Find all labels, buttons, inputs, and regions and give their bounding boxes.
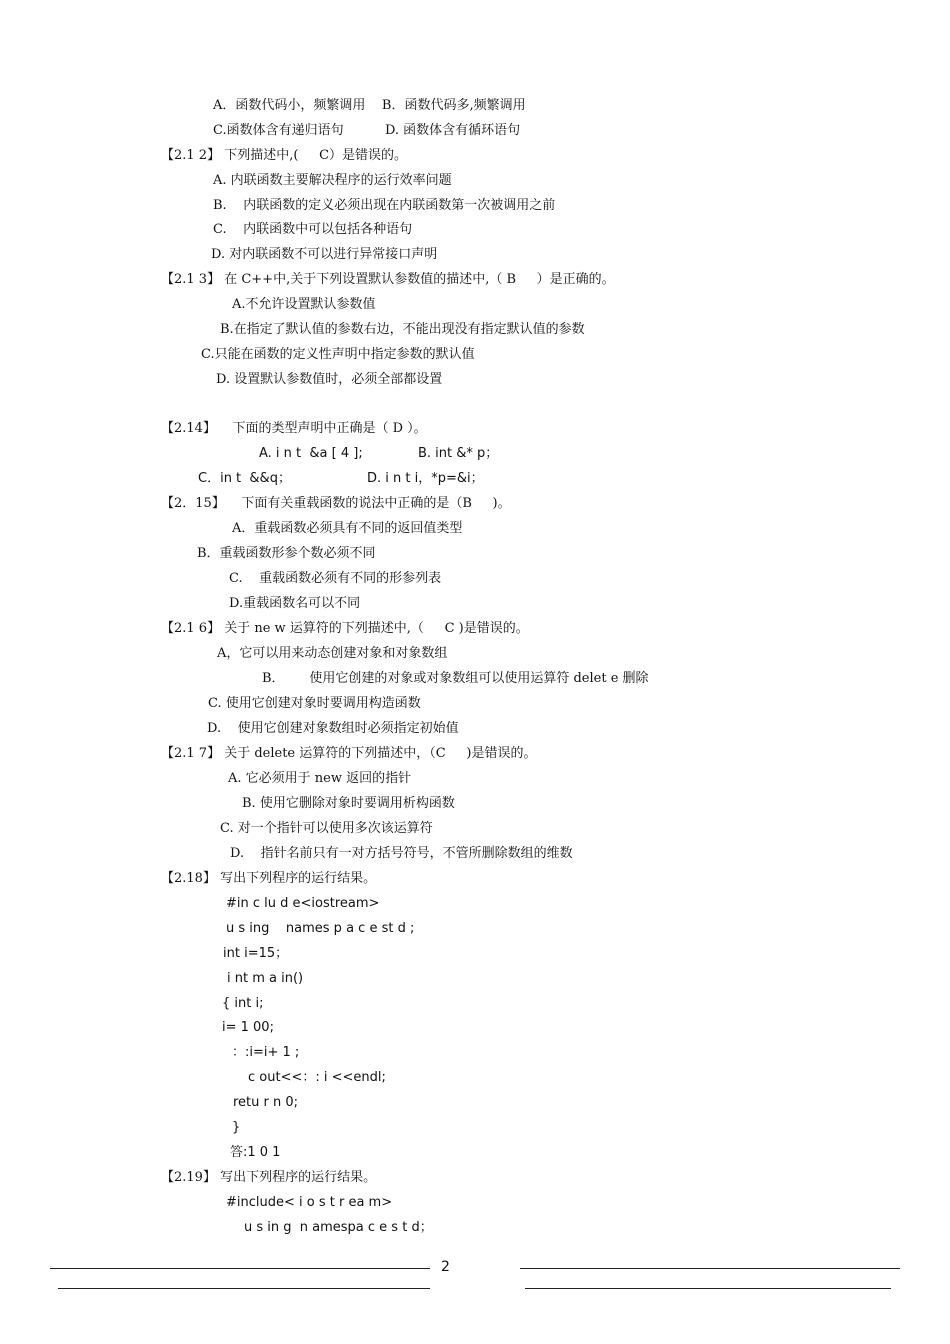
code-line: #in c lu d e<iostream>	[226, 896, 380, 911]
option-line: B. 使用它删除对象时要调用析构函数	[242, 796, 455, 811]
option-line: C.只能在函数的定义性声明中指定参数的默认值	[201, 347, 475, 362]
option-line: D. 指针名前只有一对方括号符号，不管所删除数组的维数	[230, 846, 573, 861]
code-line: retu r n 0;	[233, 1095, 299, 1110]
question-line: 【2.1 2】 下列描述中,( C）是错误的。	[161, 148, 408, 163]
option-line: B. 内联函数的定义必须出现在内联函数第一次被调用之前	[213, 198, 556, 213]
option-line: D.重载函数名可以不同	[229, 596, 361, 611]
option-line: D. i n t i，*p=&i；	[367, 471, 484, 486]
question-line: 【2.14】 下面的类型声明中正确是（ D ）。	[161, 421, 427, 436]
option-line: A．重载函数必须具有不同的返回值类型	[232, 521, 463, 536]
code-line: int i=15；	[223, 946, 289, 961]
question-line: 【2.1 3】 在 C++中,关于下列设置默认参数值的描述中,（ B ）是正确的。	[161, 272, 615, 287]
option-line: C. 使用它创建对象时要调用构造函数	[208, 696, 421, 711]
option-line: D. 使用它创建对象数组时必须指定初始值	[207, 721, 459, 736]
option-line: B. int &* p；	[418, 446, 499, 461]
option-line: A.不允许设置默认参数值	[232, 297, 376, 312]
code-line: u s ing names p a c e st d ;	[226, 921, 415, 936]
answer-line: 答:1 0 1	[230, 1145, 281, 1160]
code-line: #include< i o s t r ea m>	[226, 1195, 393, 1210]
question-line: 【2.1 7】 关于 delete 运算符的下列描述中，（C )是错误的。	[161, 746, 537, 761]
option-line: A. i n t &a [ 4 ];	[259, 446, 363, 461]
option-line: B．重载函数形参个数必须不同	[197, 546, 376, 561]
option-line: C. 内联函数中可以包括各种语句	[213, 222, 413, 237]
question-line: 【2.1 6】 关于 ne w 运算符的下列描述中,（ C )是错误的。	[161, 621, 529, 636]
code-line: ：:i=i+ 1 ;	[232, 1045, 300, 1060]
option-line: D. 设置默认参数值时，必须全部都设置	[216, 372, 443, 387]
footer-rule-left-top	[50, 1268, 430, 1269]
option-line: C. 重载函数必须有不同的形参列表	[229, 571, 442, 586]
option-line: B． 使用它创建的对象或对象数组可以使用运算符 delet e 删除	[262, 671, 649, 686]
footer-rule-left-bottom	[58, 1288, 430, 1289]
code-line: u s in g n amespa c e s t d；	[244, 1220, 433, 1235]
option-line: A，它可以用来动态创建对象和对象数组	[217, 646, 448, 661]
code-line: c out<<：: i <<endl;	[248, 1070, 386, 1085]
page-number: 2	[441, 1259, 450, 1275]
option-line: A. 它必须用于 new 返回的指针	[228, 771, 412, 786]
question-line: 【2.18】 写出下列程序的运行结果。	[161, 871, 377, 886]
option-line: A. 内联函数主要解决程序的运行效率问题	[213, 173, 452, 188]
code-line: i= 1 00;	[222, 1020, 274, 1035]
option-line: A．函数代码小，频繁调用 B．函数代码多,频繁调用	[213, 98, 526, 113]
footer-rule-right-top	[520, 1268, 900, 1269]
footer-rule-right-bottom	[525, 1288, 891, 1289]
option-line: D. 对内联函数不可以进行异常接口声明	[211, 247, 438, 262]
code-line: i nt m a in()	[227, 971, 304, 986]
code-line: { int i;	[222, 996, 264, 1011]
option-line: B.在指定了默认值的参数右边，不能出现没有指定默认值的参数	[220, 322, 585, 337]
question-line: 【2.19】 写出下列程序的运行结果。	[161, 1170, 377, 1185]
option-line: C. 对一个指针可以使用多次该运算符	[220, 821, 433, 836]
code-line: }	[232, 1120, 241, 1135]
option-line: C.函数体含有递归语句 D. 函数体含有循环语句	[213, 123, 521, 138]
option-line: C．in t &&q；	[198, 471, 291, 486]
question-line: 【2．15】 下面有关重载函数的说法中正确的是（B )。	[161, 496, 511, 511]
